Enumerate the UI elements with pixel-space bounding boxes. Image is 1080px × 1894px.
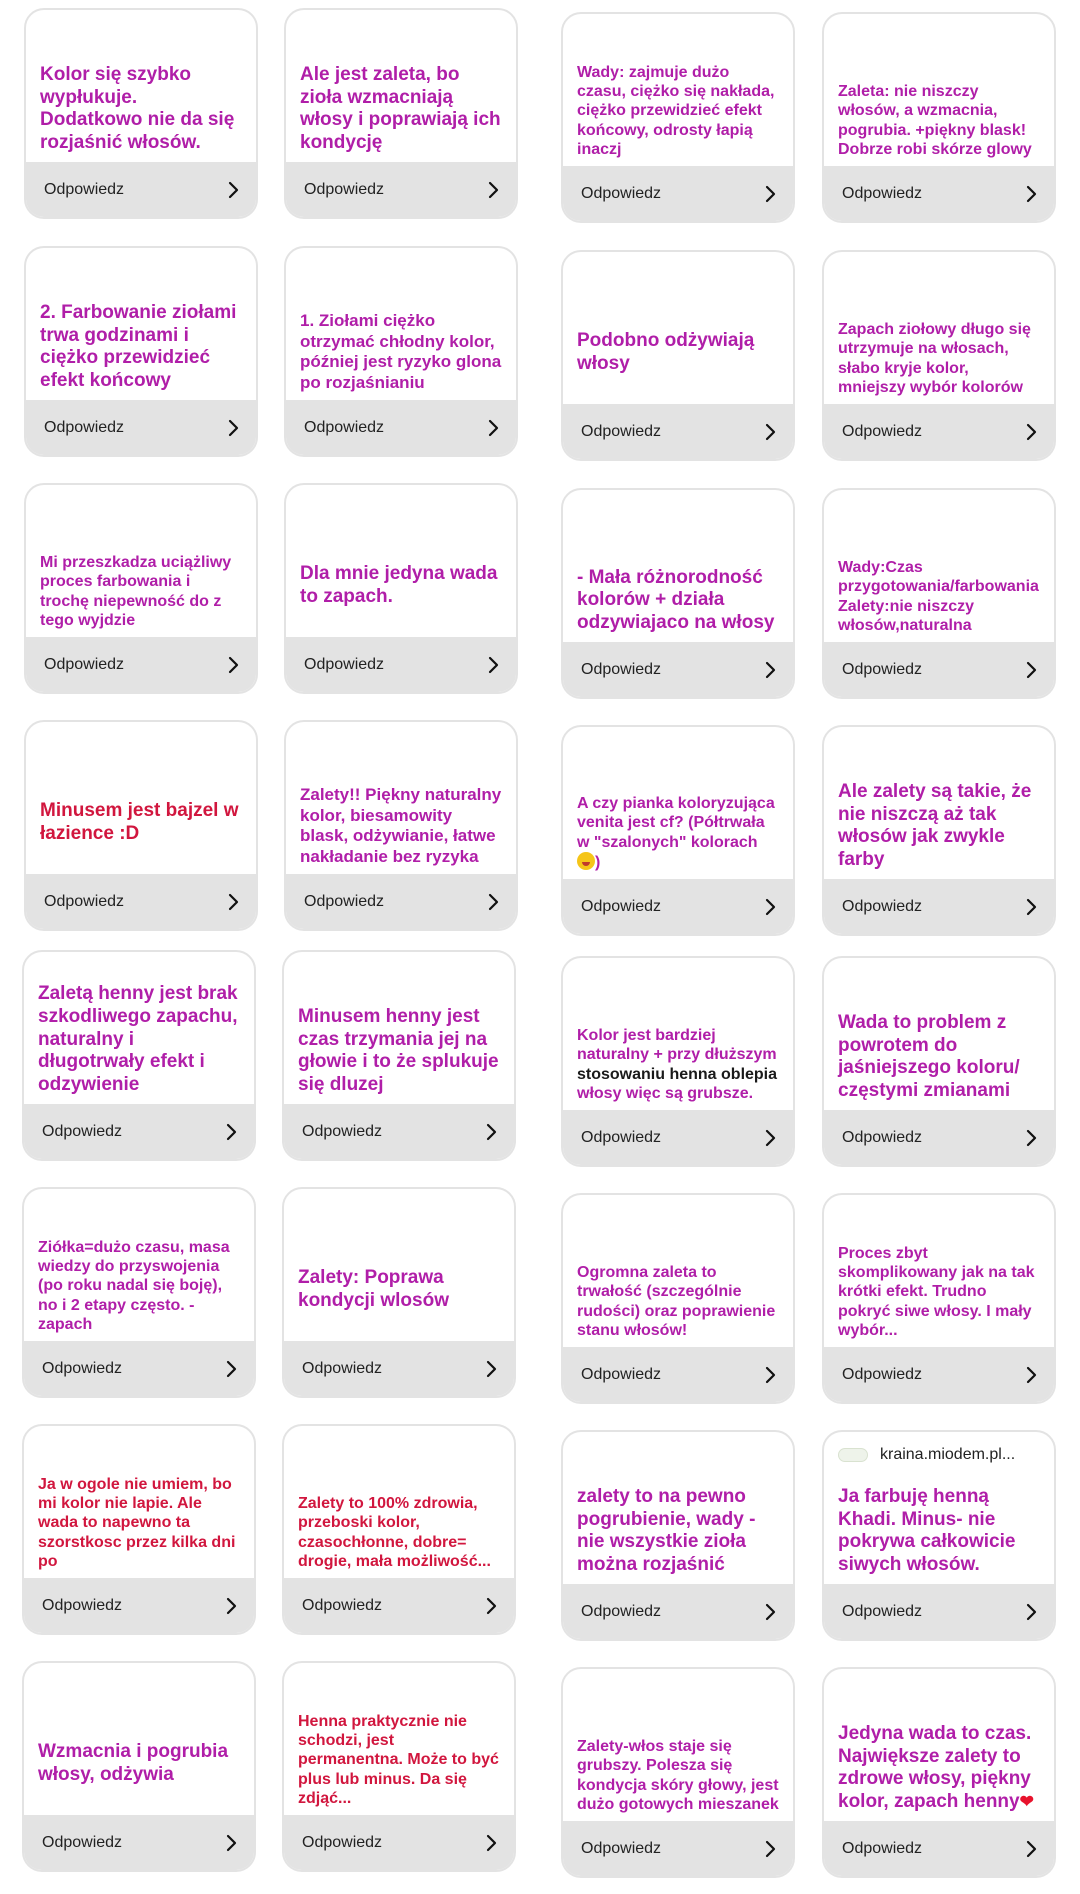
answer-text-part: Kolor jest bardziej naturalny + przy dłuższym bbox=[577, 1027, 777, 1064]
answer-text: Ogromna zaleta to trwałość (szczególnie rudości) oraz poprawienie stanu włosów! bbox=[577, 1264, 776, 1339]
reply-label: Odpowiedz bbox=[842, 1128, 923, 1146]
reply-card bbox=[284, 8, 518, 219]
reply-card bbox=[822, 1667, 1056, 1878]
answer-text-part: ) bbox=[595, 853, 601, 871]
chevron-right-icon bbox=[763, 1129, 777, 1147]
reply-button[interactable] bbox=[563, 1347, 793, 1402]
reply-card bbox=[822, 12, 1056, 223]
chevron-right-icon bbox=[763, 423, 777, 441]
reply-label: Odpowiedz bbox=[44, 655, 125, 673]
answer-text: Henna praktycznie nie schodzi, jest permanentna. Może to być plus lub minus. Da się zdjąć... bbox=[298, 1713, 499, 1807]
reply-button[interactable] bbox=[563, 166, 793, 221]
reply-label: Odpowiedz bbox=[304, 655, 385, 673]
reply-button[interactable] bbox=[563, 642, 793, 697]
reply-label: Odpowiedz bbox=[42, 1359, 123, 1377]
answer-text: 1. Ziołami ciężko otrzymać chłodny kolor, później jest ryzyko glona po rozjaśnianiu bbox=[300, 311, 502, 392]
reply-card bbox=[282, 1661, 516, 1872]
reply-card bbox=[284, 720, 518, 931]
reply-label: Odpowiedz bbox=[302, 1596, 383, 1614]
reply-card bbox=[284, 246, 518, 457]
answer-text: Ja farbuję henną Khadi. Minus- nie pokrywa całkowicie siwych włosów. bbox=[838, 1485, 1016, 1576]
chevron-right-icon bbox=[224, 1834, 238, 1852]
answer-text-part: włosy więc są grubsze. bbox=[577, 1084, 754, 1102]
reply-button[interactable] bbox=[563, 879, 793, 934]
reply-label: Odpowiedz bbox=[42, 1122, 123, 1140]
answer-text: 2. Farbowanie ziołami trwa godzinami i ciężko przewidzieć efekt końcowy bbox=[40, 301, 237, 392]
reply-card bbox=[561, 250, 795, 461]
reply-card bbox=[24, 246, 258, 457]
answer-text: Zaletą henny jest brak szkodliwego zapachu, naturalny i długotrwały efekt i odzywienie bbox=[38, 983, 238, 1096]
reply-label: Odpowiedz bbox=[44, 180, 125, 198]
reply-button[interactable] bbox=[286, 637, 516, 692]
reply-label: Odpowiedz bbox=[304, 892, 385, 910]
reply-card bbox=[22, 1424, 256, 1635]
right-screenshot-panel bbox=[540, 0, 1080, 1894]
reply-button[interactable] bbox=[824, 1821, 1054, 1876]
chevron-right-icon bbox=[763, 1840, 777, 1858]
reply-label: Odpowiedz bbox=[581, 184, 662, 202]
reply-card bbox=[561, 1193, 795, 1404]
reply-button[interactable] bbox=[824, 1584, 1054, 1639]
chevron-right-icon bbox=[1024, 185, 1038, 203]
answer-text: Wady:Czas przygotowania/farbowania Zalety:nie niszczy włosów,naturalna bbox=[838, 559, 1039, 634]
answer-text: Ale jest zaleta, bo zioła wzmacniają włosy i poprawiają ich kondycję bbox=[300, 63, 501, 154]
answer-text: Ale zalety są takie, że nie niszczą aż tak włosów jak zwykle farby bbox=[838, 780, 1032, 871]
chevron-right-icon bbox=[763, 1366, 777, 1384]
chevron-right-icon bbox=[486, 419, 500, 437]
reply-card bbox=[822, 250, 1056, 461]
reply-card bbox=[282, 1424, 516, 1635]
reply-label: Odpowiedz bbox=[42, 1833, 123, 1851]
answer-text: Podobno odżywiają włosy bbox=[577, 330, 755, 375]
chevron-right-icon bbox=[224, 1360, 238, 1378]
reply-button[interactable] bbox=[824, 404, 1054, 459]
answer-text: Dla mnie jedyna wada to zapach. bbox=[300, 563, 498, 608]
reply-card bbox=[561, 12, 795, 223]
reply-button[interactable] bbox=[286, 874, 516, 929]
chevron-right-icon bbox=[1024, 1366, 1038, 1384]
reply-button[interactable] bbox=[24, 1578, 254, 1633]
chevron-right-icon bbox=[1024, 1603, 1038, 1621]
answer-text: Ziółka=dużo czasu, masa wiedzy do przyswojenia (po roku nadal się boję), no i 2 etapy często. - zapach bbox=[38, 1239, 230, 1333]
reply-card bbox=[22, 950, 256, 1161]
answer-text-part: Jedyna wada to czas. Największe zalety to zdrowe włosy, piękny kolor, zapach henny bbox=[838, 1722, 1032, 1813]
answer-text: Wzmacnia i pogrubia włosy, odżywia bbox=[38, 1741, 229, 1786]
chevron-right-icon bbox=[224, 1597, 238, 1615]
reply-label: Odpowiedz bbox=[581, 1365, 662, 1383]
reply-button[interactable] bbox=[563, 1821, 793, 1876]
reply-card bbox=[24, 8, 258, 219]
reply-card bbox=[282, 950, 516, 1161]
reply-button[interactable] bbox=[26, 162, 256, 217]
answer-text: Ja w ogole nie umiem, bo mi kolor nie lapie. Ale wada to napewno ta szorstkosc przez kilka dni po bbox=[38, 1476, 236, 1570]
answer-text: Zaleta: nie niszczy włosów, a wzmacnia, pogrubia. +piękny blask! Dobrze robi skórze glowy bbox=[838, 83, 1032, 158]
reply-label: Odpowiedz bbox=[44, 892, 125, 910]
chevron-right-icon bbox=[763, 185, 777, 203]
reply-card bbox=[284, 483, 518, 694]
answer-text: Minusem jest bajzel w łazience :D bbox=[40, 800, 239, 845]
answer-text: Wady: zajmuje dużo czasu, ciężko się nakłada, ciężko przewidzieć efekt końcowy, odrosty łapią inaczj bbox=[577, 64, 775, 158]
answer-text bbox=[577, 794, 779, 872]
chevron-right-icon bbox=[226, 181, 240, 199]
reply-label: Odpowiedz bbox=[581, 1128, 662, 1146]
zany-face-emoji bbox=[577, 852, 595, 870]
answer-text: zalety to na pewno pogrubienie, wady - nie wszystkie zioła można rozjaśnić bbox=[577, 1485, 756, 1576]
reply-card bbox=[24, 720, 258, 931]
account-name: kraina.miodem.pl... bbox=[880, 1446, 1016, 1463]
reply-button[interactable] bbox=[563, 1110, 793, 1165]
reply-label: Odpowiedz bbox=[842, 897, 923, 915]
reply-button[interactable] bbox=[824, 1347, 1054, 1402]
answer-text: Zalety to 100% zdrowia, przeboski kolor, czasochłonne, dobre= drogie, mała możliwość... bbox=[298, 1495, 491, 1570]
chevron-right-icon bbox=[484, 1834, 498, 1852]
reply-card bbox=[822, 725, 1056, 936]
reply-label: Odpowiedz bbox=[581, 897, 662, 915]
chevron-right-icon bbox=[1024, 1129, 1038, 1147]
chevron-right-icon bbox=[486, 893, 500, 911]
answer-text: Zalety!! Piękny naturalny kolor, biesamowity blask, odżywianie, łatwe nakładanie bez ryzyka bbox=[300, 785, 502, 866]
chevron-right-icon bbox=[226, 656, 240, 674]
reply-button[interactable] bbox=[26, 874, 256, 929]
reply-button[interactable] bbox=[24, 1104, 254, 1159]
reply-button[interactable] bbox=[284, 1815, 514, 1870]
reply-button[interactable] bbox=[284, 1341, 514, 1396]
reply-label: Odpowiedz bbox=[842, 660, 923, 678]
chevron-right-icon bbox=[484, 1360, 498, 1378]
reply-card bbox=[561, 956, 795, 1167]
reply-label: Odpowiedz bbox=[304, 418, 385, 436]
answer-text-part: stosowaniu henna oblepia bbox=[577, 1065, 778, 1083]
chevron-right-icon bbox=[224, 1123, 238, 1141]
chevron-right-icon bbox=[763, 898, 777, 916]
reply-card bbox=[561, 725, 795, 936]
reply-label: Odpowiedz bbox=[581, 1839, 662, 1857]
reply-label: Odpowiedz bbox=[581, 422, 662, 440]
chevron-right-icon bbox=[226, 419, 240, 437]
answer-text bbox=[577, 1026, 779, 1103]
reply-label: Odpowiedz bbox=[581, 660, 662, 678]
chevron-right-icon bbox=[486, 656, 500, 674]
reply-button[interactable] bbox=[286, 400, 516, 455]
chevron-right-icon bbox=[484, 1123, 498, 1141]
reply-label: Odpowiedz bbox=[842, 1839, 923, 1857]
reply-label: Odpowiedz bbox=[304, 180, 385, 198]
answer-text: Kolor się szybko wypłukuje. Dodatkowo nie da się rozjaśnić włosów. bbox=[40, 63, 235, 154]
answer-text-part: A czy pianka koloryzująca venita jest cf? (Półtrwała w "szalonych" kolorach bbox=[577, 795, 775, 851]
reply-button[interactable] bbox=[26, 400, 256, 455]
answer-text: Mi przeszkadza uciążliwy proces farbowania i trochę niepewność do z tego wyjdzie bbox=[40, 554, 232, 629]
reply-card bbox=[22, 1187, 256, 1398]
reply-button[interactable] bbox=[824, 879, 1054, 934]
answer-text: Minusem henny jest czas trzymania jej na głowie i to że splukuje się dluzej bbox=[298, 1005, 499, 1096]
reply-label: Odpowiedz bbox=[842, 1365, 923, 1383]
reply-card bbox=[282, 1187, 516, 1398]
reply-button[interactable] bbox=[284, 1104, 514, 1159]
chevron-right-icon bbox=[1024, 898, 1038, 916]
heart-emoji: ❤ bbox=[1019, 1792, 1034, 1812]
reply-button[interactable] bbox=[284, 1578, 514, 1633]
chevron-right-icon bbox=[763, 661, 777, 679]
answer-text: Zapach ziołowy długo się utrzymuje na włosach, słabo kryje kolor, mniejszy wybór kolorów bbox=[838, 321, 1031, 396]
reply-label: Odpowiedz bbox=[842, 422, 923, 440]
reply-label: Odpowiedz bbox=[842, 184, 923, 202]
answer-text bbox=[838, 1723, 1040, 1814]
reply-card bbox=[822, 1193, 1056, 1404]
chevron-right-icon bbox=[1024, 423, 1038, 441]
reply-label: Odpowiedz bbox=[581, 1602, 662, 1620]
answer-text: Zalety-włos staje się grubszy. Polesza się kondycja skóry głowy, jest dużo gotowych mieszanek bbox=[577, 1738, 779, 1813]
reply-button[interactable] bbox=[24, 1341, 254, 1396]
answer-text: Wada to problem z powrotem do jaśniejszego koloru/ częstymi zmianami bbox=[838, 1011, 1020, 1102]
reply-button[interactable] bbox=[824, 1110, 1054, 1165]
reply-card bbox=[561, 1430, 795, 1641]
reply-card bbox=[822, 1430, 1056, 1641]
reply-card bbox=[822, 956, 1056, 1167]
chevron-right-icon bbox=[486, 181, 500, 199]
reply-button[interactable] bbox=[563, 1584, 793, 1639]
reply-label: Odpowiedz bbox=[44, 418, 125, 436]
chevron-right-icon bbox=[1024, 661, 1038, 679]
reply-card bbox=[822, 488, 1056, 699]
reply-card bbox=[24, 483, 258, 694]
reply-label: Odpowiedz bbox=[842, 1602, 923, 1620]
answer-text: - Mała różnorodność kolorów + działa odzywiajaco na włosy bbox=[577, 566, 775, 634]
reply-button[interactable] bbox=[824, 642, 1054, 697]
chevron-right-icon bbox=[484, 1597, 498, 1615]
reply-label: Odpowiedz bbox=[42, 1596, 123, 1614]
reply-button[interactable] bbox=[286, 162, 516, 217]
reply-label: Odpowiedz bbox=[302, 1122, 383, 1140]
reply-label: Odpowiedz bbox=[302, 1359, 383, 1377]
reply-button[interactable] bbox=[24, 1815, 254, 1870]
chevron-right-icon bbox=[763, 1603, 777, 1621]
chevron-right-icon bbox=[226, 893, 240, 911]
reply-card bbox=[561, 1667, 795, 1878]
reply-button[interactable] bbox=[824, 166, 1054, 221]
answer-text: Proces zbyt skomplikowany jak na tak krótki efekt. Trudno pokryć siwe włosy. I mały wybór... bbox=[838, 1245, 1035, 1339]
reply-card bbox=[22, 1661, 256, 1872]
answer-text: Zalety: Poprawa kondycji wlosów bbox=[298, 1267, 449, 1312]
reply-button[interactable] bbox=[563, 404, 793, 459]
reply-button[interactable] bbox=[26, 637, 256, 692]
reply-label: Odpowiedz bbox=[302, 1833, 383, 1851]
reply-card bbox=[561, 488, 795, 699]
chevron-right-icon bbox=[1024, 1840, 1038, 1858]
